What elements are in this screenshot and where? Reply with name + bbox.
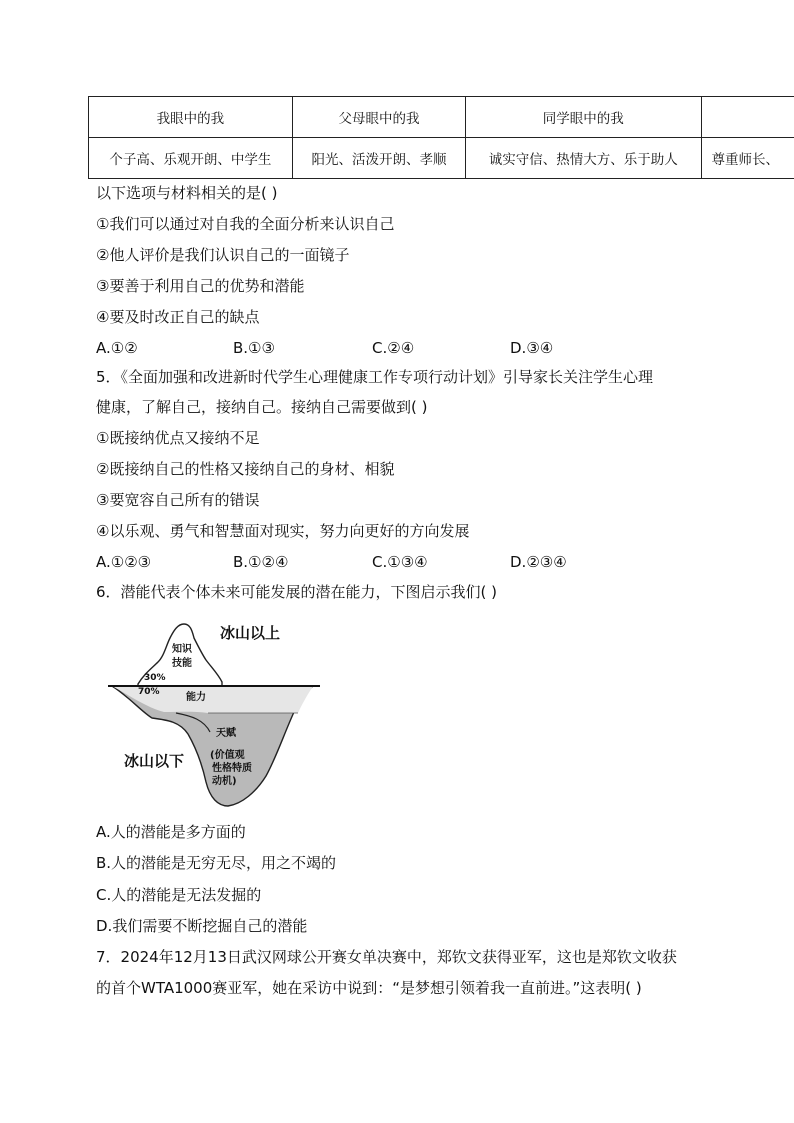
talent-label: 天赋	[216, 728, 236, 739]
q5-option-d[interactable]: D.②③④	[510, 553, 567, 571]
q6-option-a[interactable]: A.人的潜能是多方面的	[96, 823, 246, 841]
table-header-row	[89, 97, 794, 138]
tip-label: 技能	[172, 658, 192, 669]
q4-option-c[interactable]: C.②④	[372, 339, 415, 357]
percent-30-label: 30%	[144, 673, 166, 683]
above-water-label: 冰山以上	[220, 624, 281, 642]
table-cell: 阳光、活泼开朗、孝顺	[292, 138, 465, 179]
q6-stem: 6．潜能代表个体未来可能发展的潜在能力，下图启示我们( )	[96, 583, 498, 601]
q5-option-b[interactable]: B.①②④	[233, 553, 289, 571]
q6-option-d[interactable]: D.我们需要不断挖掘自己的潜能	[96, 917, 308, 935]
q4-option-b[interactable]: B.①③	[233, 339, 275, 357]
q5-option-c[interactable]: C.①③④	[372, 553, 428, 571]
q7-stem-line-2: 的首个WTA1000赛亚军，她在采访中说到：“是梦想引领着我一直前进。”这表明( )	[96, 979, 642, 997]
q4-option-d[interactable]: D.③④	[510, 339, 554, 357]
table-cell: 尊重师长、	[701, 138, 794, 179]
q4-item: ④要及时改正自己的缺点	[96, 308, 260, 326]
percent-70-label: 70%	[138, 687, 160, 697]
q6-option-b[interactable]: B.人的潜能是无穷无尽，用之不竭的	[96, 854, 337, 872]
table-cell: 个子高、乐观开朗、中学生	[89, 138, 293, 179]
q7-stem-line-1: 7．2024年12月13日武汉网球公开赛女单决赛中，郑钦文获得亚军，这也是郑钦文收获	[96, 948, 677, 966]
q5-item: ③要宽容自己所有的错误	[96, 491, 260, 509]
talent-sub-label: 性格特质	[212, 763, 252, 774]
below-water-label: 冰山以下	[124, 752, 185, 770]
tip-label: 知识	[172, 644, 192, 655]
q4-item: ②他人评价是我们认识自己的一面镜子	[96, 246, 350, 264]
table-header-cell: 父母眼中的我	[292, 97, 465, 138]
table-header-cell: 同学眼中的我	[466, 97, 701, 138]
talent-sub-label: (价值观	[210, 750, 245, 761]
ability-label: 能力	[186, 692, 206, 703]
q5-item: ①既接纳优点又接纳不足	[96, 429, 260, 447]
iceberg-figure	[108, 616, 323, 812]
q4-item: ①我们可以通过对自我的全面分析来认识自己	[96, 215, 395, 233]
q5-item: ②既接纳自己的性格又接纳自己的身材、相貌	[96, 460, 395, 478]
talent-sub-label: 动机)	[212, 776, 237, 787]
q4-option-a[interactable]: A.①②	[96, 339, 138, 357]
table-cell: 诚实守信、热情大方、乐于助人	[466, 138, 701, 179]
q5-stem-line-1: 5．《全面加强和改进新时代学生心理健康工作专项行动计划》引导家长关注学生心理	[96, 368, 654, 386]
q5-stem-line-2: 健康，了解自己，接纳自己。接纳自己需要做到( )	[96, 398, 428, 416]
q5-item: ④以乐观、勇气和智慧面对现实，努力向更好的方向发展	[96, 522, 470, 540]
q5-option-a[interactable]: A.①②③	[96, 553, 152, 571]
table-header-cell	[701, 97, 794, 138]
q6-option-c[interactable]: C.人的潜能是无法发掘的	[96, 886, 262, 904]
table-header-cell: 我眼中的我	[89, 97, 293, 138]
table-row	[89, 138, 794, 179]
q4-stem: 以下选项与材料相关的是( )	[96, 184, 278, 202]
q4-item: ③要善于利用自己的优势和潜能	[96, 277, 305, 295]
self-perception-table	[88, 96, 794, 179]
